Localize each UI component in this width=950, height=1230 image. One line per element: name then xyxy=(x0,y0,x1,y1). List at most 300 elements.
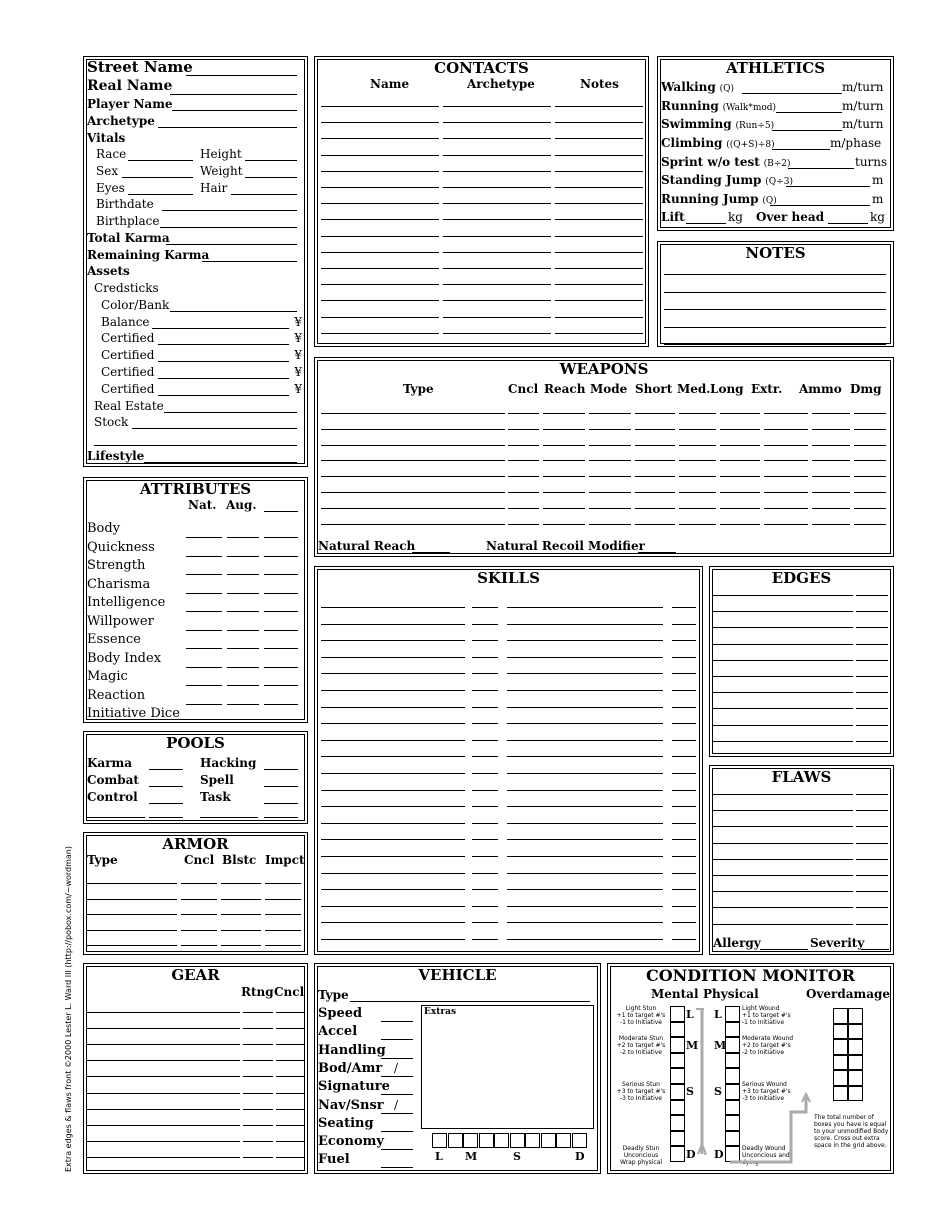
running-jump-field[interactable] xyxy=(770,205,870,206)
edge-line[interactable] xyxy=(856,644,888,645)
weapon-line[interactable] xyxy=(679,413,716,414)
armor-line[interactable] xyxy=(265,899,301,900)
contact-line[interactable] xyxy=(555,106,643,107)
edge-line[interactable] xyxy=(856,725,888,726)
contact-line[interactable] xyxy=(321,268,439,269)
natural-reach-field[interactable] xyxy=(412,552,450,553)
edge-line[interactable] xyxy=(856,595,888,596)
notes-line[interactable] xyxy=(664,309,886,310)
attr-aug-field[interactable] xyxy=(227,537,259,538)
armor-line[interactable] xyxy=(87,945,177,946)
height-field[interactable] xyxy=(245,160,297,161)
weapon-line[interactable] xyxy=(589,492,631,493)
edge-line[interactable] xyxy=(856,741,888,742)
weapon-line[interactable] xyxy=(679,429,716,430)
edge-line[interactable] xyxy=(856,676,888,677)
attr-nat-field[interactable] xyxy=(186,630,222,631)
weapon-line[interactable] xyxy=(635,476,675,477)
birthdate-field[interactable] xyxy=(162,210,297,211)
weapon-line[interactable] xyxy=(764,429,808,430)
control-pool-field[interactable] xyxy=(149,803,183,804)
weapon-line[interactable] xyxy=(321,476,505,477)
edge-line[interactable] xyxy=(856,708,888,709)
extra-pool-field[interactable] xyxy=(87,817,145,818)
allergy-field[interactable] xyxy=(760,949,808,950)
armor-line[interactable] xyxy=(181,930,217,931)
fuel-cell[interactable] xyxy=(448,1133,463,1148)
skill-line[interactable] xyxy=(321,806,465,807)
skill-line[interactable] xyxy=(507,906,663,907)
lift-field[interactable] xyxy=(686,223,726,224)
contact-line[interactable] xyxy=(443,284,551,285)
skill-line[interactable] xyxy=(472,607,498,608)
weapon-line[interactable] xyxy=(812,476,850,477)
gear-line[interactable] xyxy=(243,1076,273,1077)
sex-field[interactable] xyxy=(122,177,193,178)
notes-line[interactable] xyxy=(664,292,886,293)
overdamage-box[interactable] xyxy=(848,1024,863,1040)
skill-line[interactable] xyxy=(321,856,465,857)
skill-line[interactable] xyxy=(507,889,663,890)
weapon-line[interactable] xyxy=(720,508,760,509)
edge-line[interactable] xyxy=(713,660,853,661)
edge-line[interactable] xyxy=(713,741,853,742)
contact-line[interactable] xyxy=(443,219,551,220)
skill-line[interactable] xyxy=(507,673,663,674)
gear-line[interactable] xyxy=(276,1060,304,1061)
skill-line[interactable] xyxy=(321,690,465,691)
contact-line[interactable] xyxy=(321,187,439,188)
contact-line[interactable] xyxy=(321,300,439,301)
attr-total-field[interactable] xyxy=(264,556,298,557)
weapon-line[interactable] xyxy=(720,445,760,446)
skill-line[interactable] xyxy=(672,790,696,791)
gear-line[interactable] xyxy=(87,1157,240,1158)
birthplace-field[interactable] xyxy=(160,227,297,228)
skill-line[interactable] xyxy=(472,823,498,824)
real-name-field[interactable] xyxy=(170,94,297,95)
overdamage-box[interactable] xyxy=(848,1055,863,1071)
weapon-line[interactable] xyxy=(812,445,850,446)
skill-line[interactable] xyxy=(507,839,663,840)
vehicle-fuel-field[interactable] xyxy=(381,1167,413,1168)
skill-line[interactable] xyxy=(672,773,696,774)
weapon-line[interactable] xyxy=(635,460,675,461)
gear-line[interactable] xyxy=(87,1044,240,1045)
skill-line[interactable] xyxy=(321,640,465,641)
attr-aug-field[interactable] xyxy=(227,685,259,686)
edge-line[interactable] xyxy=(713,708,853,709)
armor-line[interactable] xyxy=(221,945,261,946)
skill-line[interactable] xyxy=(507,657,663,658)
vehicle-handling-field[interactable] xyxy=(381,1058,413,1059)
gear-line[interactable] xyxy=(276,1012,304,1013)
gear-line[interactable] xyxy=(276,1109,304,1110)
flaw-line[interactable] xyxy=(713,875,853,876)
gear-line[interactable] xyxy=(87,1125,240,1126)
skill-line[interactable] xyxy=(321,823,465,824)
skill-line[interactable] xyxy=(672,673,696,674)
weapon-line[interactable] xyxy=(854,429,886,430)
edge-line[interactable] xyxy=(856,660,888,661)
skill-line[interactable] xyxy=(321,906,465,907)
weapon-line[interactable] xyxy=(854,476,886,477)
armor-line[interactable] xyxy=(265,914,301,915)
armor-line[interactable] xyxy=(221,930,261,931)
skill-line[interactable] xyxy=(672,889,696,890)
skill-line[interactable] xyxy=(507,823,663,824)
overdamage-box[interactable] xyxy=(833,1039,848,1055)
skill-line[interactable] xyxy=(672,873,696,874)
skill-line[interactable] xyxy=(472,756,498,757)
sprint-field[interactable] xyxy=(788,168,854,169)
contact-line[interactable] xyxy=(321,155,439,156)
notes-line[interactable] xyxy=(664,344,886,345)
weapon-line[interactable] xyxy=(589,508,631,509)
contact-line[interactable] xyxy=(555,252,643,253)
attr-aug-field[interactable] xyxy=(227,667,259,668)
weapon-line[interactable] xyxy=(812,524,850,525)
weapon-line[interactable] xyxy=(508,508,539,509)
weapon-line[interactable] xyxy=(635,524,675,525)
gear-line[interactable] xyxy=(276,1125,304,1126)
weapon-line[interactable] xyxy=(764,476,808,477)
weapon-line[interactable] xyxy=(812,492,850,493)
flaw-line[interactable] xyxy=(713,891,853,892)
gear-line[interactable] xyxy=(87,1028,240,1029)
swimming-field[interactable] xyxy=(772,130,842,131)
armor-line[interactable] xyxy=(265,945,301,946)
contact-line[interactable] xyxy=(321,252,439,253)
armor-line[interactable] xyxy=(87,914,177,915)
attr-aug-field[interactable] xyxy=(227,704,259,705)
gear-line[interactable] xyxy=(243,1125,273,1126)
overdamage-box[interactable] xyxy=(833,1024,848,1040)
skill-line[interactable] xyxy=(472,922,498,923)
extra-pool-field[interactable] xyxy=(149,817,183,818)
flaw-line[interactable] xyxy=(856,907,888,908)
edge-line[interactable] xyxy=(856,692,888,693)
gear-line[interactable] xyxy=(276,1044,304,1045)
vehicle-nav-snsr-field[interactable] xyxy=(381,1113,413,1114)
armor-line[interactable] xyxy=(181,883,217,884)
karma-pool-field[interactable] xyxy=(149,769,183,770)
archetype-field[interactable] xyxy=(158,127,297,128)
skill-line[interactable] xyxy=(507,607,663,608)
gear-line[interactable] xyxy=(276,1157,304,1158)
weapon-line[interactable] xyxy=(321,508,505,509)
skill-line[interactable] xyxy=(672,839,696,840)
skill-line[interactable] xyxy=(321,790,465,791)
contact-line[interactable] xyxy=(555,187,643,188)
weapon-line[interactable] xyxy=(543,476,585,477)
certified-field[interactable] xyxy=(158,395,289,396)
skill-line[interactable] xyxy=(472,889,498,890)
fuel-cell[interactable] xyxy=(572,1133,587,1148)
overdamage-box[interactable] xyxy=(833,1008,848,1024)
edge-line[interactable] xyxy=(713,725,853,726)
attr-nat-field[interactable] xyxy=(186,704,222,705)
skill-line[interactable] xyxy=(472,690,498,691)
flaw-line[interactable] xyxy=(713,859,853,860)
contact-line[interactable] xyxy=(443,317,551,318)
gear-line[interactable] xyxy=(87,1012,240,1013)
contact-line[interactable] xyxy=(443,122,551,123)
extra-pool-field[interactable] xyxy=(200,817,258,818)
armor-line[interactable] xyxy=(87,883,177,884)
overdamage-box[interactable] xyxy=(848,1039,863,1055)
fuel-cell[interactable] xyxy=(463,1133,478,1148)
skill-line[interactable] xyxy=(321,889,465,890)
vehicle-speed-field[interactable] xyxy=(381,1021,413,1022)
weapon-line[interactable] xyxy=(543,508,585,509)
contact-line[interactable] xyxy=(443,203,551,204)
contact-line[interactable] xyxy=(555,317,643,318)
weapon-line[interactable] xyxy=(635,508,675,509)
skill-line[interactable] xyxy=(507,806,663,807)
skill-line[interactable] xyxy=(672,624,696,625)
flaw-line[interactable] xyxy=(856,794,888,795)
certified-field[interactable] xyxy=(158,378,289,379)
contact-line[interactable] xyxy=(443,106,551,107)
weapon-line[interactable] xyxy=(764,413,808,414)
contact-line[interactable] xyxy=(443,155,551,156)
attr-nat-field[interactable] xyxy=(186,611,222,612)
overdamage-box[interactable] xyxy=(833,1086,848,1102)
contact-line[interactable] xyxy=(443,333,551,334)
weapon-line[interactable] xyxy=(854,524,886,525)
certified-field[interactable] xyxy=(158,344,289,345)
skill-line[interactable] xyxy=(472,790,498,791)
weapon-line[interactable] xyxy=(589,476,631,477)
contact-line[interactable] xyxy=(555,138,643,139)
attr-total-field[interactable] xyxy=(264,537,298,538)
armor-line[interactable] xyxy=(265,930,301,931)
armor-line[interactable] xyxy=(221,899,261,900)
total-karma-field[interactable] xyxy=(166,244,297,245)
skill-line[interactable] xyxy=(321,873,465,874)
weapon-line[interactable] xyxy=(635,413,675,414)
weapon-line[interactable] xyxy=(764,460,808,461)
contact-line[interactable] xyxy=(555,284,643,285)
weapon-line[interactable] xyxy=(321,445,505,446)
flaw-line[interactable] xyxy=(713,826,853,827)
attr-nat-field[interactable] xyxy=(186,648,222,649)
skill-line[interactable] xyxy=(507,790,663,791)
lifestyle-field[interactable] xyxy=(144,462,297,463)
skill-line[interactable] xyxy=(672,939,696,940)
attr-total-field[interactable] xyxy=(264,667,298,668)
weapon-line[interactable] xyxy=(543,492,585,493)
spell-pool-field[interactable] xyxy=(264,786,298,787)
flaw-line[interactable] xyxy=(713,843,853,844)
attr-total-field[interactable] xyxy=(264,574,298,575)
street-name-field[interactable] xyxy=(186,75,297,76)
certified-field[interactable] xyxy=(158,361,289,362)
weapon-line[interactable] xyxy=(764,524,808,525)
skill-line[interactable] xyxy=(321,657,465,658)
flaw-line[interactable] xyxy=(856,924,888,925)
weapon-line[interactable] xyxy=(812,460,850,461)
skill-line[interactable] xyxy=(672,640,696,641)
attr-nat-field[interactable] xyxy=(186,537,222,538)
skill-line[interactable] xyxy=(321,922,465,923)
gear-line[interactable] xyxy=(243,1012,273,1013)
gear-line[interactable] xyxy=(243,1157,273,1158)
contact-line[interactable] xyxy=(321,219,439,220)
skill-line[interactable] xyxy=(507,856,663,857)
fuel-cell[interactable] xyxy=(510,1133,525,1148)
skill-line[interactable] xyxy=(672,823,696,824)
fuel-cell[interactable] xyxy=(432,1133,447,1148)
weapon-line[interactable] xyxy=(720,476,760,477)
flaw-line[interactable] xyxy=(856,810,888,811)
gear-line[interactable] xyxy=(276,1076,304,1077)
real-estate-field[interactable] xyxy=(164,412,297,413)
skill-line[interactable] xyxy=(472,657,498,658)
hacking-pool-field[interactable] xyxy=(264,769,298,770)
attr-nat-field[interactable] xyxy=(186,556,222,557)
attr-aug-field[interactable] xyxy=(227,593,259,594)
weapon-line[interactable] xyxy=(720,524,760,525)
vehicle-accel-field[interactable] xyxy=(381,1039,413,1040)
extras-area[interactable] xyxy=(421,1005,594,1129)
weapon-line[interactable] xyxy=(720,429,760,430)
weapon-line[interactable] xyxy=(854,445,886,446)
fuel-cell[interactable] xyxy=(494,1133,509,1148)
fuel-cell[interactable] xyxy=(525,1133,540,1148)
weapon-line[interactable] xyxy=(720,413,760,414)
edge-line[interactable] xyxy=(713,611,853,612)
skill-line[interactable] xyxy=(472,806,498,807)
gear-line[interactable] xyxy=(87,1109,240,1110)
weapon-line[interactable] xyxy=(635,445,675,446)
attr-total-field[interactable] xyxy=(264,593,298,594)
weapon-line[interactable] xyxy=(589,445,631,446)
skill-line[interactable] xyxy=(472,856,498,857)
edge-line[interactable] xyxy=(713,627,853,628)
armor-line[interactable] xyxy=(181,945,217,946)
attr-total-field[interactable] xyxy=(264,722,298,723)
gear-line[interactable] xyxy=(243,1093,273,1094)
contact-line[interactable] xyxy=(443,138,551,139)
weapon-line[interactable] xyxy=(679,476,716,477)
weapon-line[interactable] xyxy=(589,413,631,414)
fuel-cell[interactable] xyxy=(556,1133,571,1148)
contact-line[interactable] xyxy=(555,236,643,237)
flaw-line[interactable] xyxy=(713,907,853,908)
contact-line[interactable] xyxy=(321,138,439,139)
skill-line[interactable] xyxy=(672,906,696,907)
fuel-cell[interactable] xyxy=(541,1133,556,1148)
skill-line[interactable] xyxy=(472,624,498,625)
overdamage-box[interactable] xyxy=(848,1008,863,1024)
extra-pool-field[interactable] xyxy=(264,817,298,818)
armor-line[interactable] xyxy=(87,899,177,900)
skill-line[interactable] xyxy=(672,657,696,658)
attr-nat-field[interactable] xyxy=(186,667,222,668)
weapon-line[interactable] xyxy=(508,445,539,446)
contact-line[interactable] xyxy=(555,219,643,220)
skill-line[interactable] xyxy=(672,607,696,608)
skill-line[interactable] xyxy=(472,873,498,874)
climbing-field[interactable] xyxy=(772,149,830,150)
contact-line[interactable] xyxy=(443,171,551,172)
flaw-line[interactable] xyxy=(856,826,888,827)
edge-line[interactable] xyxy=(713,692,853,693)
weapon-line[interactable] xyxy=(764,445,808,446)
skill-line[interactable] xyxy=(507,640,663,641)
contact-line[interactable] xyxy=(555,333,643,334)
fuel-cell[interactable] xyxy=(479,1133,494,1148)
skill-line[interactable] xyxy=(472,939,498,940)
walking-field[interactable] xyxy=(742,93,842,94)
vehicle-bod-amr-field[interactable] xyxy=(381,1076,413,1077)
skill-line[interactable] xyxy=(507,723,663,724)
weapon-line[interactable] xyxy=(508,492,539,493)
gear-line[interactable] xyxy=(243,1028,273,1029)
contact-line[interactable] xyxy=(555,300,643,301)
attr-total-field[interactable] xyxy=(264,704,298,705)
flaw-line[interactable] xyxy=(713,810,853,811)
attr-total-field[interactable] xyxy=(264,685,298,686)
flaw-line[interactable] xyxy=(856,859,888,860)
weapon-line[interactable] xyxy=(679,460,716,461)
weapon-line[interactable] xyxy=(679,508,716,509)
skill-line[interactable] xyxy=(672,922,696,923)
weight-field[interactable] xyxy=(245,177,297,178)
flaw-line[interactable] xyxy=(856,891,888,892)
attr-nat-field[interactable] xyxy=(186,685,222,686)
skill-line[interactable] xyxy=(321,740,465,741)
attr-total-field[interactable] xyxy=(264,630,298,631)
contact-line[interactable] xyxy=(321,284,439,285)
edge-line[interactable] xyxy=(713,644,853,645)
weapon-line[interactable] xyxy=(321,429,505,430)
contact-line[interactable] xyxy=(443,252,551,253)
armor-line[interactable] xyxy=(265,883,301,884)
contact-line[interactable] xyxy=(321,333,439,334)
weapon-line[interactable] xyxy=(812,508,850,509)
skill-line[interactable] xyxy=(672,690,696,691)
vehicle-type-field[interactable] xyxy=(350,1001,590,1002)
weapon-line[interactable] xyxy=(508,476,539,477)
gear-line[interactable] xyxy=(87,1076,240,1077)
weapon-line[interactable] xyxy=(635,492,675,493)
weapon-line[interactable] xyxy=(589,460,631,461)
weapon-line[interactable] xyxy=(543,429,585,430)
skill-line[interactable] xyxy=(672,707,696,708)
skill-line[interactable] xyxy=(321,624,465,625)
skill-line[interactable] xyxy=(472,906,498,907)
gear-line[interactable] xyxy=(276,1141,304,1142)
weapon-line[interactable] xyxy=(508,524,539,525)
skill-line[interactable] xyxy=(672,723,696,724)
attr-aug-field[interactable] xyxy=(227,611,259,612)
overhead-field[interactable] xyxy=(828,223,868,224)
skill-line[interactable] xyxy=(672,856,696,857)
overdamage-box[interactable] xyxy=(833,1055,848,1071)
weapon-line[interactable] xyxy=(679,445,716,446)
attr-total-field[interactable] xyxy=(264,611,298,612)
skill-line[interactable] xyxy=(507,922,663,923)
weapon-line[interactable] xyxy=(635,429,675,430)
contact-line[interactable] xyxy=(321,236,439,237)
weapon-line[interactable] xyxy=(508,413,539,414)
skill-line[interactable] xyxy=(321,723,465,724)
weapon-line[interactable] xyxy=(854,492,886,493)
weapon-line[interactable] xyxy=(854,508,886,509)
